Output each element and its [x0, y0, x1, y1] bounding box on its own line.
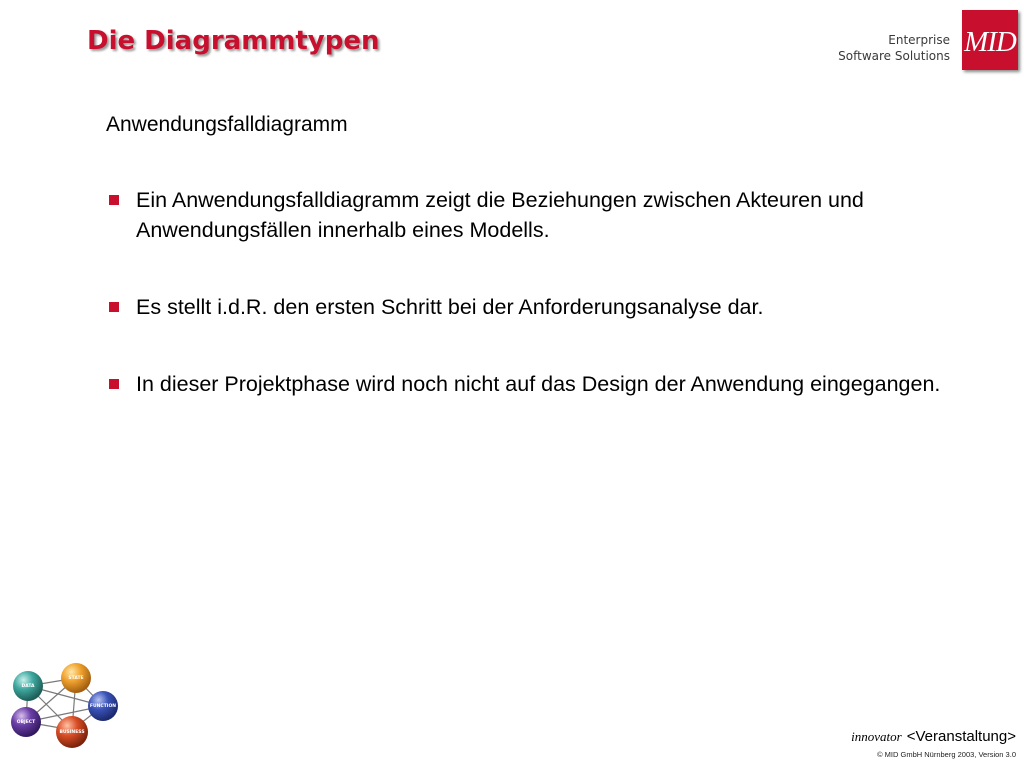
- bullet-text: In dieser Projektphase wird noch nicht auf das Design der Anwendung eingegangen.: [136, 372, 941, 396]
- slide-subtitle: Anwendungsfalldiagramm: [106, 113, 348, 136]
- event-name: <Veranstaltung>: [906, 728, 1016, 745]
- logo-brand-text: MID: [964, 26, 1016, 58]
- molecule-label-object: OBJECT: [16, 720, 36, 725]
- bullet-item: [106, 292, 976, 322]
- bullet-square-icon: [109, 379, 119, 389]
- logo-badge: [962, 10, 1018, 70]
- bullet-text: Es stellt i.d.R. den ersten Schritt bei der Anforderungsanalyse dar.: [136, 295, 764, 319]
- bullet-list: [106, 185, 976, 446]
- bullet-item: [106, 369, 976, 399]
- molecule-label-state: STATE: [68, 676, 84, 681]
- footer-event-line: [851, 728, 1016, 745]
- footer: [851, 728, 1016, 759]
- logo-tagline-line2: Software Solutions: [838, 49, 950, 63]
- copyright-text: © MID GmbH Nürnberg 2003, Version 3.0: [877, 750, 1016, 759]
- bullet-text: Ein Anwendungsfalldiagramm zeigt die Beziehungen zwischen Akteuren und Anwendungsfällen innerhalb eines Modells.: [136, 188, 864, 242]
- molecule-label-data: DATA: [21, 684, 35, 689]
- molecule-label-business: BUSINESS: [59, 730, 85, 735]
- slide-title: Die Diagrammtypen: [87, 26, 380, 56]
- molecule-label-function: FUNCTION: [89, 704, 117, 709]
- bullet-square-icon: [109, 195, 119, 205]
- bullet-square-icon: [109, 302, 119, 312]
- company-logo: [838, 10, 1020, 72]
- innovator-wordmark: innovator: [851, 729, 902, 744]
- logo-tagline: [838, 32, 950, 64]
- bullet-item: [106, 185, 976, 245]
- molecule-logo-icon: [6, 660, 128, 760]
- logo-tagline-line1: Enterprise: [888, 33, 950, 47]
